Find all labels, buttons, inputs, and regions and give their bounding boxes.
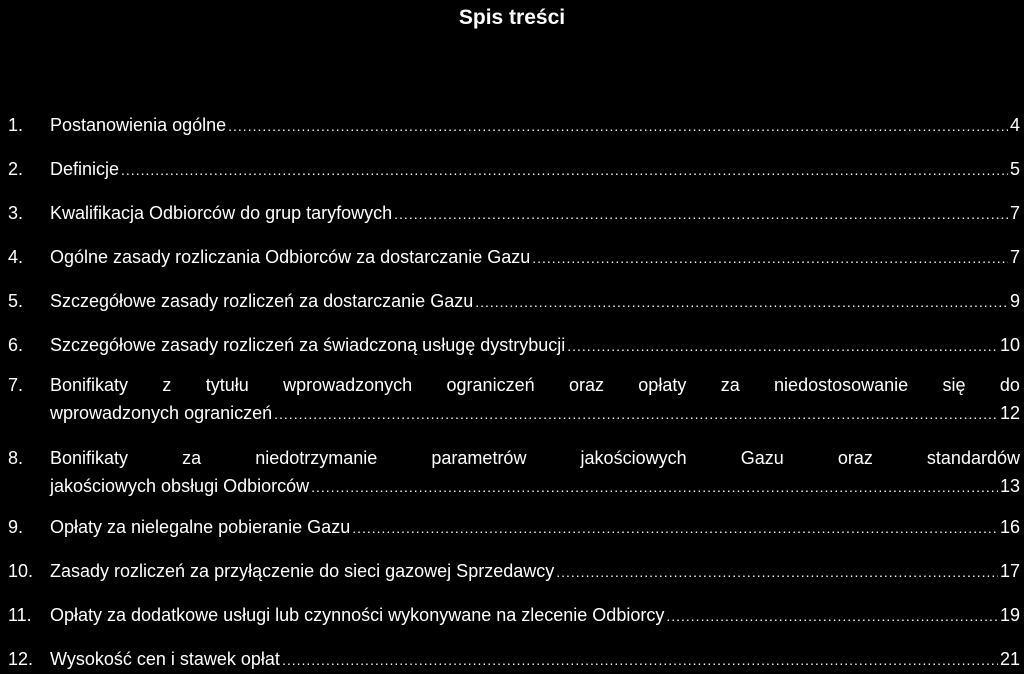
toc-entry-word: ograniczeń xyxy=(446,375,535,395)
toc-page-number: 7 xyxy=(1009,247,1020,267)
toc-entry-word: parametrów xyxy=(431,448,527,468)
toc-page-number: 4 xyxy=(1009,115,1020,135)
toc-entry-number: 4. xyxy=(8,247,24,267)
toc-leader-dots xyxy=(352,514,998,542)
toc-entry-word: oraz xyxy=(568,375,604,395)
toc-page-number: 5 xyxy=(1009,159,1020,179)
toc-entry-number: 12. xyxy=(8,649,34,669)
toc-entry-title-line1 xyxy=(50,371,1020,399)
toc-page-number: 7 xyxy=(1009,203,1020,223)
toc-page-number: 19 xyxy=(999,605,1020,625)
toc-entry-title: Opłaty za dodatkowe usługi lub czynności wykonywane na zlecenie Odbiorcy xyxy=(50,605,665,625)
toc-entry-word: niedostosowanie xyxy=(774,375,909,395)
toc-entry-word: z xyxy=(162,375,172,395)
toc-entry-number: 6. xyxy=(8,335,24,355)
toc-entry-title: Szczegółowe zasady rozliczeń za świadczoną usługę dystrybucji xyxy=(50,335,566,355)
toc-leader-dots xyxy=(228,112,1008,140)
toc-entry-number: 1. xyxy=(8,115,24,135)
toc-entry-title-line1 xyxy=(50,444,1020,472)
toc-entry-word: Bonifikaty xyxy=(50,448,129,468)
toc-page-number: 17 xyxy=(999,561,1020,581)
toc-entry-word: niedotrzymanie xyxy=(255,448,378,468)
toc-entry-title: Postanowienia ogólne xyxy=(50,115,227,135)
toc-entry-word: standardów xyxy=(926,448,1020,468)
toc-entry-number: 10. xyxy=(8,561,34,581)
toc-entry-title: Opłaty za nielegalne pobieranie Gazu xyxy=(50,517,351,537)
toc-entry-word: do xyxy=(999,375,1020,395)
toc-page-number: 12 xyxy=(999,403,1020,423)
toc-page-number: 9 xyxy=(1009,291,1020,311)
toc-entry-number: 5. xyxy=(8,291,24,311)
toc-entry-number: 9. xyxy=(8,517,24,537)
toc-leader-dots xyxy=(666,602,998,630)
toc-entry-word: się xyxy=(942,375,966,395)
toc-leader-dots xyxy=(556,558,998,586)
toc-entry-title: Kwalifikacja Odbiorców do grup taryfowych xyxy=(50,203,393,223)
toc-entry-word: za xyxy=(182,448,202,468)
toc-entry-number: 3. xyxy=(8,203,24,223)
toc-leader-dots xyxy=(274,400,998,428)
toc-page-number: 10 xyxy=(999,335,1020,355)
toc-entry-word: opłaty xyxy=(638,375,687,395)
toc-page-number: 21 xyxy=(999,649,1020,669)
toc-page-number: 16 xyxy=(999,517,1020,537)
page-title: Spis treści xyxy=(458,6,566,29)
toc-entry-word: Bonifikaty xyxy=(50,375,129,395)
toc-entry-number: 11. xyxy=(8,605,32,625)
toc-leader-dots xyxy=(394,200,1008,228)
toc-entry-word: oraz xyxy=(837,448,873,468)
toc-page-number: 13 xyxy=(999,476,1020,496)
toc-entry-title: Szczegółowe zasady rozliczeń za dostarczanie Gazu xyxy=(50,291,474,311)
toc-leader-dots xyxy=(475,288,1008,316)
toc-entry-number: 8. xyxy=(8,448,24,468)
toc-entry-number: 7. xyxy=(8,375,24,395)
toc-entry-word: jakościowych xyxy=(580,448,687,468)
toc-entry-word: za xyxy=(720,375,740,395)
toc-entry-title: Wysokość cen i stawek opłat xyxy=(50,649,280,669)
toc-entry-word: Gazu xyxy=(740,448,784,468)
toc-entry-title: Zasady rozliczeń za przyłączenie do sieci gazowej Sprzedawcy xyxy=(50,561,555,581)
toc-leader-dots xyxy=(121,156,1008,184)
toc-leader-dots xyxy=(532,244,1008,272)
toc-leader-dots xyxy=(282,646,998,674)
toc-leader-dots xyxy=(567,332,998,360)
toc-entry-number: 2. xyxy=(8,159,24,179)
toc-entry-title: wprowadzonych ograniczeń xyxy=(50,403,273,423)
toc-entry-title: Ogólne zasady rozliczania Odbiorców za dostarczanie Gazu xyxy=(50,247,531,267)
toc-entry-word: tytułu xyxy=(205,375,249,395)
toc-entry-title: jakościowych obsługi Odbiorców xyxy=(50,476,310,496)
toc-entry-title: Definicje xyxy=(50,159,120,179)
toc-entry-word: wprowadzonych xyxy=(283,375,413,395)
toc-leader-dots xyxy=(311,473,998,501)
